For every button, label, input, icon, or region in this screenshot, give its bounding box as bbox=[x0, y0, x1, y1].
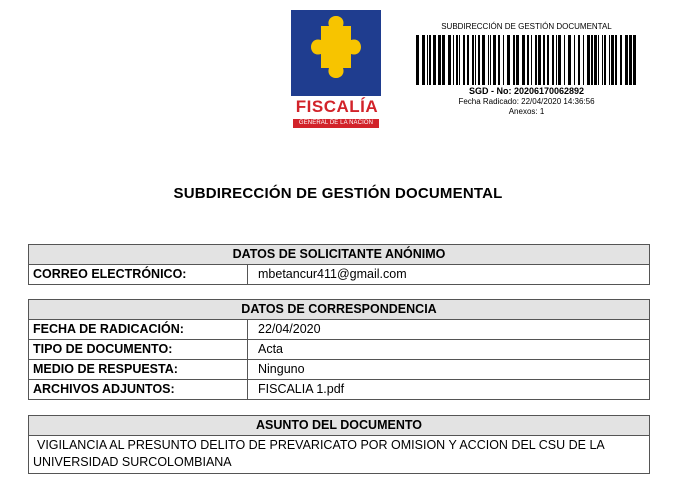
barcode-bar bbox=[456, 35, 458, 85]
barcode-bar bbox=[615, 35, 617, 85]
barcode-bar bbox=[587, 35, 590, 85]
barcode-bar bbox=[498, 35, 500, 85]
barcode-bar bbox=[459, 35, 460, 85]
solicitante-section bbox=[28, 244, 650, 285]
logo-brand-text: FISCALÍA bbox=[295, 97, 379, 116]
email-value: mbetancur411@gmail.com bbox=[258, 267, 407, 281]
barcode-bar bbox=[558, 35, 561, 85]
barcode-bar bbox=[552, 35, 554, 85]
archivos-adjuntos-label: ARCHIVOS ADJUNTOS: bbox=[29, 380, 248, 399]
fecha-radicacion-label: FECHA DE RADICACIÓN: bbox=[29, 320, 248, 339]
barcode-bar bbox=[604, 35, 606, 85]
barcode-bar bbox=[611, 35, 614, 85]
barcode-bar bbox=[422, 35, 425, 85]
barcode-bar bbox=[522, 35, 525, 85]
asunto-header: ASUNTO DEL DOCUMENTO bbox=[29, 416, 649, 436]
barcode-bar bbox=[609, 35, 610, 85]
radicado-date: Fecha Radicado: 22/04/2020 14:36:56 bbox=[458, 97, 595, 106]
barcode-bar bbox=[472, 35, 474, 85]
barcode-bar bbox=[574, 35, 575, 85]
fiscalia-logo bbox=[291, 10, 383, 130]
table-row bbox=[29, 380, 649, 399]
barcode-bar bbox=[475, 35, 476, 85]
barcode-bar bbox=[427, 35, 428, 85]
barcode-bar bbox=[416, 35, 419, 85]
barcode-bar bbox=[429, 35, 431, 85]
barcode-bar bbox=[493, 35, 496, 85]
barcode-bar bbox=[448, 35, 451, 85]
asunto-section bbox=[28, 415, 650, 474]
barcode-bar bbox=[564, 35, 565, 85]
document-title: SUBDIRECCIÓN DE GESTIÓN DOCUMENTAL bbox=[173, 185, 503, 202]
medio-respuesta-value: Ninguno bbox=[258, 362, 305, 376]
barcode-bar bbox=[629, 35, 632, 85]
fecha-radicacion-value: 22/04/2020 bbox=[258, 322, 321, 336]
table-row bbox=[29, 360, 649, 380]
table-row bbox=[29, 265, 649, 284]
barcode-bar bbox=[507, 35, 510, 85]
barcode-bar bbox=[478, 35, 480, 85]
barcode-bar bbox=[531, 35, 532, 85]
barcode-bar bbox=[535, 35, 537, 85]
barcode-bar bbox=[438, 35, 441, 85]
barcode-bar bbox=[556, 35, 557, 85]
barcode-bar bbox=[543, 35, 545, 85]
barcode-bar bbox=[578, 35, 580, 85]
correspondencia-header: DATOS DE CORRESPONDENCIA bbox=[29, 300, 649, 320]
barcode-bar bbox=[488, 35, 489, 85]
barcode bbox=[414, 35, 639, 85]
correspondencia-section bbox=[28, 299, 650, 400]
solicitante-header: DATOS DE SOLICITANTE ANÓNIMO bbox=[29, 245, 649, 265]
barcode-bar bbox=[602, 35, 603, 85]
asunto-text: VIGILANCIA AL PRESUNTO DELITO DE PREVARICATO POR OMISION Y ACCION DEL CSU DE LA UNIVERSIDAD SURCOLOMBIANA bbox=[33, 438, 605, 469]
email-label: CORREO ELECTRÓNICO: bbox=[29, 265, 248, 284]
barcode-bar bbox=[591, 35, 593, 85]
barcode-bar bbox=[463, 35, 465, 85]
radicado-number: SGD - No: 20206170062892 bbox=[468, 86, 585, 96]
medio-respuesta-label: MEDIO DE RESPUESTA: bbox=[29, 360, 248, 379]
barcode-bar bbox=[633, 35, 636, 85]
barcode-bar bbox=[625, 35, 628, 85]
barcode-bar bbox=[516, 35, 519, 85]
barcode-bar bbox=[503, 35, 504, 85]
barcode-bar bbox=[490, 35, 491, 85]
barcode-bar bbox=[482, 35, 485, 85]
barcode-bar bbox=[547, 35, 549, 85]
barcode-bar bbox=[527, 35, 529, 85]
logo-tagline: GENERAL DE LA NACIÓN bbox=[293, 119, 379, 128]
table-row bbox=[29, 320, 649, 340]
tipo-documento-value: Acta bbox=[258, 342, 284, 356]
radicado-block bbox=[414, 22, 639, 117]
puzzle-piece-icon bbox=[291, 10, 381, 96]
barcode-bar bbox=[568, 35, 571, 85]
archivos-adjuntos-value: FISCALIA 1.pdf bbox=[258, 382, 345, 396]
tipo-documento-label: TIPO DE DOCUMENTO: bbox=[29, 340, 248, 359]
barcode-bar bbox=[598, 35, 599, 85]
radicado-annexes: Anexos: 1 bbox=[508, 107, 545, 116]
barcode-bar bbox=[583, 35, 584, 85]
barcode-bar bbox=[594, 35, 597, 85]
barcode-bar bbox=[513, 35, 515, 85]
barcode-bar bbox=[433, 35, 436, 85]
barcode-bar bbox=[453, 35, 454, 85]
barcode-bar bbox=[620, 35, 622, 85]
radicado-title: SUBDIRECCIÓN DE GESTIÓN DOCUMENTAL bbox=[441, 22, 612, 31]
barcode-bar bbox=[467, 35, 469, 85]
table-row bbox=[29, 340, 649, 360]
barcode-bar bbox=[538, 35, 541, 85]
barcode-bar bbox=[442, 35, 445, 85]
